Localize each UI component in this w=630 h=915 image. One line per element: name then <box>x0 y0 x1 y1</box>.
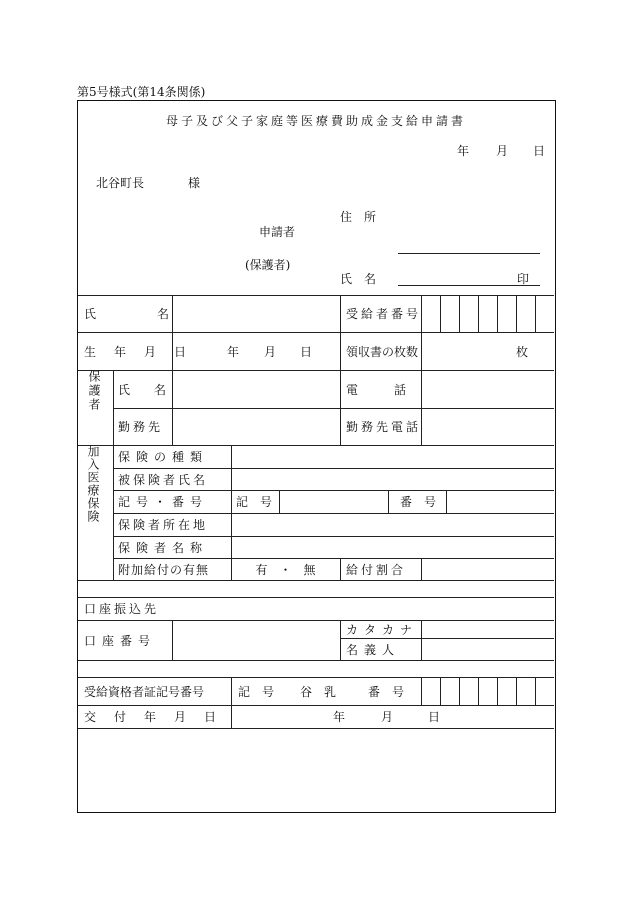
cert-valley-label: 谷 乳 <box>300 684 337 699</box>
recipient-number-label: 受給者番号 <box>346 307 422 321</box>
date-year: 年 <box>457 144 470 158</box>
additional-benefit-label: 附加給付の有無 <box>118 562 210 577</box>
birthdate-label: 生 年 月 日 <box>84 344 190 359</box>
yes-no-choice[interactable]: 有 ・ 無 <box>255 562 316 577</box>
guardian-label: (保護者) <box>245 258 291 272</box>
birth-month: 月 <box>264 344 277 359</box>
issue-year: 年 <box>333 710 346 724</box>
name-input-cell[interactable] <box>172 295 340 332</box>
form-number: 第5号様式(第14条関係) <box>77 85 206 99</box>
guardian-name-label: 氏 名 <box>118 382 167 397</box>
application-form <box>77 100 556 813</box>
date-day: 日 <box>533 144 546 158</box>
name-label: 氏 名 <box>340 272 377 286</box>
guardian-group-label: 保護者 <box>87 370 101 412</box>
guardian-work-phone-label: 勤務先電話 <box>346 420 422 434</box>
insurer-name-label: 保険者名称 <box>118 540 209 555</box>
issue-month: 月 <box>381 710 394 724</box>
addressee-honorific: 様 <box>188 176 201 190</box>
cert-number-sub-label: 番 号 <box>368 684 405 699</box>
katakana-label: カタカナ <box>346 622 419 637</box>
seal-mark: 印 <box>517 272 530 286</box>
name-row-label-b: 名 <box>157 307 170 321</box>
account-number-label: 口座番号 <box>84 633 157 648</box>
issue-date-label: 交 付 年 月 日 <box>84 710 220 724</box>
applicant-label: 申請者 <box>259 225 296 239</box>
receipts-count-label: 領収書の枚数 <box>346 344 419 359</box>
birth-day: 日 <box>300 344 313 359</box>
address-line[interactable] <box>398 253 540 254</box>
symbol-label: 記 号 <box>236 495 273 509</box>
insurer-address-label: 保険者所在地 <box>118 518 209 532</box>
guardian-work-label: 勤務先 <box>118 420 164 434</box>
insurance-group-label: 加入医療保険 <box>86 445 100 523</box>
name-row-label-a: 氏 <box>84 307 97 321</box>
address-label: 住 所 <box>340 210 377 224</box>
insured-name-label: 被保険者氏名 <box>118 472 209 487</box>
symbol-number-label: 記号・番号 <box>118 495 209 509</box>
form-title: 母子及び父子家庭等医療費助成金支給申請書 <box>165 114 466 128</box>
bank-transfer-label: 口座振込先 <box>84 602 160 616</box>
benefit-rate-label: 給付割合 <box>346 562 407 577</box>
cert-symbol-label: 記 号 <box>238 684 275 699</box>
birth-year: 年 <box>227 344 240 359</box>
account-holder-label: 名義人 <box>346 642 401 657</box>
name-line[interactable] <box>398 285 540 286</box>
guardian-phone-label: 電 話 <box>346 382 407 397</box>
addressee-name: 北谷町長 <box>96 176 145 190</box>
issue-day: 日 <box>428 710 441 724</box>
receipts-unit: 枚 <box>516 344 529 359</box>
date-month: 月 <box>496 144 509 158</box>
insurance-type-label: 保険の種類 <box>118 450 209 464</box>
number-label: 番 号 <box>400 495 437 509</box>
cert-number-label: 受給資格者証記号番号 <box>84 684 205 699</box>
